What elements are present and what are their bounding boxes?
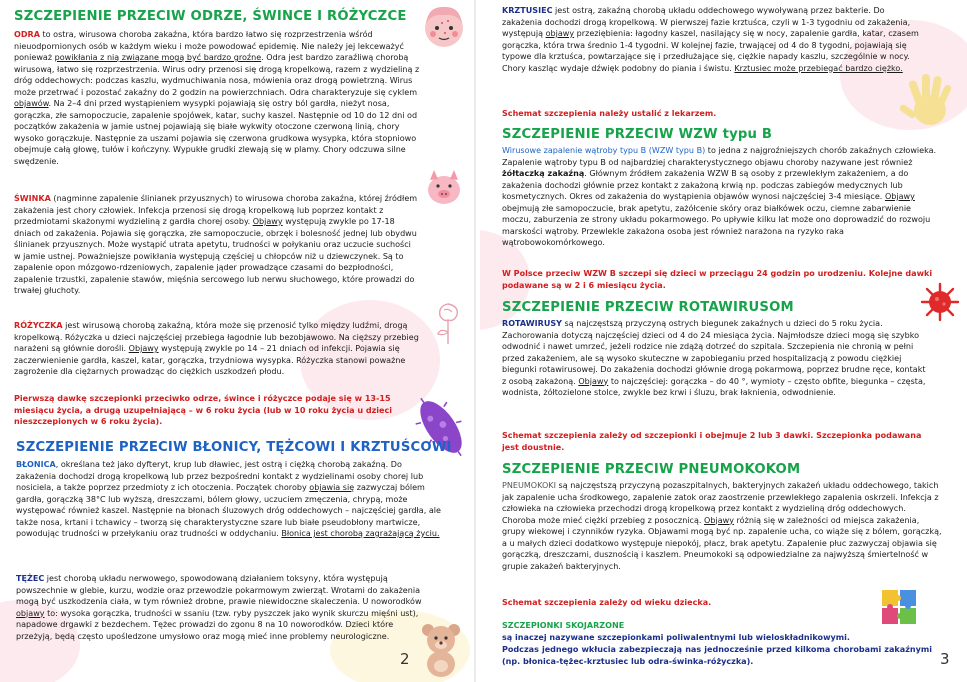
krztusiec-keyword: KRZTUSIEC [502,6,553,15]
blonica-underline: Błonica jest chorobą zagrażającą życiu. [281,529,440,538]
tezec-text: to: wysoka gorączka, trudności w ssaniu (tzw. ryby pyszczek jako wynik skurczu mięśni ust), napadowe drgawki z bezdechem. Tężec prowadzi do zgonu 8 na 10 noworodków. Dzieci które przeżyją, będą często upośledzone umysłowo oraz mogą mieć inne problemy neurologiczne. [16,608,419,641]
rozyczka-text: jest wirusową chorobą zakaźną, która może się przenosić tylko między ludźmi, drogą kropelkową. Różyczka u dzieci najczęściej przebiega łagodnie lub bezobjawowo. Na cięższy przebieg narażeni są głównie dorośli. [14,321,419,353]
rota-underline: Objawy [578,376,609,386]
pneumo-text: są najczęstszą przyczyną pozaszpitalnych, bakteryjnych zakażeń układu oddechowego, takich jak zapalenie ucha środkowego, zapalenie zatok oraz zaostrzenie przewlekłego zapalenia oskrzeli. Infekcja z człowieka na człowieka przechodzi drogą kropelkową przez kontakt z wydzieliną dróg oddechowych. Choroba może mieć ciężki przebieg z posocznicą. [502,481,939,525]
teddy-bear-icon [418,620,464,678]
hand-print-icon [900,72,956,132]
tezec-paragraph [16,573,426,642]
odra-keyword: ODRA [14,30,40,39]
blonica-keyword: BŁONICA [16,460,56,469]
odra-text: to ostra, wirusowa choroba zakaźna, która bardzo łatwo się rozprzestrzenia wśród nieuodpornionych osób w każdym wieku i może powodować epidemię. Nie należy jej lekceważyć ponieważ [14,30,404,62]
wzw-paragraph [502,145,942,249]
page-right [480,0,967,682]
swinka-text: występują zwykle po 17-18 dniach od zakażenia. Pojawia się gorączka, złe samopoczucie, obrzęk i bolesność jednej lub obydwu ślinianek przyusznych. Może wystąpić utrata apetytu, trudności w połykaniu oraz uczucie suchości w jamie ustnej. Poważniejsze powikłania występują częściej u chłopców niż u dziewczynek. Są to zapalenie opon mózgowo-rdzeniowych, zapalenie jąder prowadzące czasami do bezpłodności, zapalenie trzustki, zapalenie stawów, mięśnia sercowego lub nerwu słuchowego, które prowadzi do trwałej głuchoty. [14,217,417,295]
odra-underline: powikłania z nią związane mogą być bardzo groźne [54,53,262,62]
krztusiec-schedule-note: Schemat szczepienia należy ustalić z lekarzem. [502,109,717,118]
krztusiec-underline: objawy [545,29,575,38]
skojarzone-heading: SZCZEPIONKI SKOJARZONE [502,621,625,630]
odra-paragraph [14,29,422,167]
section-title-blonica-tezec-krztusiec: SZCZEPIENIE PRZECIW BŁONICY, TĘŻCOWI I KRZTUŚCOWI [16,440,452,455]
pneumo-keyword: PNEUMOKOKI [502,481,556,490]
mmr-schedule-note: Pierwszą dawkę szczepionki przeciwko odrze, śwince i różyczce podaje się w 13-15 miesiącu życia, a drugą uzupełniającą – w 6 roku życia (lub w 10 roku życia u dzieci nieszczepionych w 6 roku życia). [14,394,393,426]
pneumo-schedule-note: Schemat szczepienia zależy od wieku dziecka. [502,598,712,607]
rota-schedule-note: Schemat szczepienia zależy od szczepionki i obejmuje 2 lub 3 dawki. Szczepionka podawana jest doustnie. [502,431,922,452]
page-number: 2 [400,650,410,668]
girl-face-icon [420,2,468,50]
swinka-text: (nagminne zapalenie ślinianek przyusznych) to wirusowa choroba zakaźna, której źródłem zakażenia jest chory człowiek. Infekcja przenosi się drogą kropelkową lub poprzez kontakt z przedmiotami skażonymi wydzieliną z gardła chorej osoby. [14,194,418,226]
wzw-bold: żółtaczką zakaźną [502,169,585,178]
section-title-rotawirusy: SZCZEPIENIE PRZECIW ROTAWIRUSOM [502,300,794,315]
wzw-underline: Objawy [884,192,915,201]
rose-icon [432,300,464,346]
blonica-paragraph [16,459,441,540]
wzw-text: to jedna z najgroźniejszych chorób zakaźnych człowieka. Zapalenie wątroby typu B od najbardziej charakterystycznego objawu choroby nazywane jest również [502,146,937,167]
rozyczka-underline: Objawy [128,344,159,353]
rota-text: są najczęstszą przyczyną ostrych biegunek zakaźnych u dzieci do 5 roku życia. Zachorowania dotyczą najczęściej dzieci od 4 do 24 miesiąca życia. Najmłodsze dzieci mogą się szybko odwodnić i nawet umrzeć, jeżeli rodzice nie zdążą dotrzeć do szpitala. Szczepienia nie chronią w pełni przed zakażeniem, ale są wysoko skuteczne w zapobieganiu przed hospitalizacją z powodu ciężkiej biegunki rotawirusowej. Do zakażenia dochodzi głównie drogą pokarmową, poprzez brudne ręce, kontakt z osobą zakażoną. [502,319,926,386]
rozyczka-keyword: RÓŻYCZKA [14,321,63,330]
swinka-keyword: ŚWINKA [14,194,51,203]
krztusiec-paragraph [502,5,922,74]
krztusiec-text: jest ostrą, zakaźną chorobą układu oddechowego wywoływaną przez bakterie. Do zakażenia dochodzi drogą kropelkową. W pierwszej fazie krztuśca, czyli w 1-3 tygodniu od zakażenia, występują [502,6,911,38]
rota-keyword: ROTAWIRUSY [502,319,562,328]
page-divider [474,0,476,682]
virus-icon [920,282,960,322]
blonica-text: , określana też jako dyfteryt, krup lub dławiec, jest ostrą i ciężką chorobą zakaźną. Do zakażenia dochodzi drogą kropelkową lub przez bezpośredni kontakt z wydzielinami osoby chorej lub nosiciela, a także poprzez przedmioty z ich otoczenia. Początek choroby [16,460,424,492]
krztusiec-underline: Krztusiec może przebiegać bardzo ciężko. [734,63,903,73]
pneumo-text: różnią się w zależności od miejsca zakażenia, grupy wiekowej i czynników ryzyka. Objawami mogą być np. zapalenie ucha, co wiąże się z bólem, gorączką, a u małych dzieci dodatkowo występuje niepokój, płacz, brak apetytu. Zapalenie płuc zazwyczaj objawia się gorączką, dreszczami, dusznością i kaszlem. Pneumokoki są odpowiedzialne za najwyższą śmiertelność w grupie zakażeń bakteryjnych. [502,515,942,571]
pig-icon [422,164,466,208]
blonica-text: zazwyczaj bólem gardła, gorączką 38°C lub wyższą, dreszczami, bólem głowy, uczuciem zmęczenia, chrypą, może występować również kaszel. Następnie na błonach śluzowych dróg oddechowych – najczęściej gardła, ale także nosa, krtani i tchawicy – tworzą się charakterystyczne szare lub białe pseudobłony martwicze, powodując trudności w przełykaniu oraz trudności w oddychaniu. [16,483,441,538]
wzw-text: obejmują złe samopoczucie, brak apetytu, zażółcenie skóry oraz białkówek oczu, ciemne zabarwienie moczu, zaburzenia ze strony układu pokarmowego. Po upływie kilku lat może ono doprowadzić do rozwoju marskości wątroby. Przewlekle zakażona osoba jest również narażona na ryzyko raka wątrobowokomórkowego. [502,203,931,247]
tezec-underline: objawy [16,608,45,618]
wzw-text: . Głównym źródłem zakażenia WZW B są osoby z przewlekłym zakażeniem, a do zakażenia dochodzi głównie przez kontakt z zakażoną krwią np. podczas zabiegów medycznych lub kosmetycznych. Okres od zakażenia do wystąpienia objawów wynosi najczęściej 3-4 miesiące. [502,169,909,201]
skojarzone-line1: są inaczej nazywane szczepionkami poliwalentnymi lub wieloskładnikowymi. [502,633,850,642]
rota-text: to najczęściej: gorączka – do 40 °, wymioty – często obfite, biegunka – częsta, wodnista, żółtozielone stolce, zwykle bez krwi i śluzu, brak łaknienia, odwodnienie. [502,376,926,397]
swinka-underline: Objawy [252,217,283,226]
section-title-wzw-b: SZCZEPIENIE PRZECIW WZW typu B [502,127,773,142]
tezec-keyword: TĘŻEC [16,574,45,583]
rota-paragraph [502,318,932,399]
blonica-underline: objawia się [309,483,355,492]
odra-text: . Na 2–4 dni przed wystąpieniem wysypki pojawiają się ostry ból gardła, nieżyt nosa, gorączka, złe samopoczucie, zapalenie spojówek, katar, suchy kaszel. Następnie od 10 do 12 dni od początków zakażenia w jamie ustnej pojawiają się białe wykwity otoczone czerwoną linią, chory wysoko gorączkuje. Następnie za uszami pojawia się czerwona grudkowa wysypka, która stopniowo obejmuje całą głowę, tułów i kończyny. Wypukłe grudki zlewają się w plamy. Chory odczuwa silne swędzenie. [14,99,418,166]
skojarzone-line2: Podczas jednego wkłucia zabezpieczają nas jednocześnie przed kilkoma chorobami zakaźnymi (np. błonica-tężec-krztusiec lub odra-świnka-różyczka). [502,645,932,666]
pneumo-paragraph [502,480,942,572]
rozyczka-paragraph [14,320,424,378]
page-left [0,0,472,682]
wzw-schedule-note: W Polsce przeciw WZW B szczepi się dzieci w przeciągu 24 godzin po urodzeniu. Kolejne dawki podawane są w 2 i 6 miesiącu życia. [502,269,933,290]
odra-underline: objawów [14,99,49,108]
section-title-pneumokoki: SZCZEPIENIE PRZECIW PNEUMOKOKOM [502,462,801,477]
section-title-odra-swinka-rozyczka: SZCZEPIENIE PRZECIW ODRZE, ŚWINCE I RÓŻYCZCE [14,9,407,24]
tezec-text: jest chorobą układu nerwowego, spowodowaną działaniem toksyny, która występują powszechnie w glebie, kurzu, wodzie oraz przewodzie pokarmowym zwierząt. Wrotami do zakażenia mogą być uszkodzenia ciała, w tym również drobne, prawie niewidoczne skaleczenia. U noworodków [16,574,422,606]
pneumo-underline: Objawy [704,515,734,525]
wzw-keyword: Wirusowe zapalenie wątroby typu B (WZW typu B) [502,146,706,155]
krztusiec-text: przeziębienia: łagodny kaszel, nasilający się w nocy, zapalenie gardła, katar, czasem gorączka, która trwa średnio 1-4 tygodni. W kolejnej fazie, trwającej od 4 do 8 tygodni, pojawiają się typowe dla krztuśca, powtarzające się i przedłużające się, ciężkie napady kaszlu, szczególnie w nocy. Chory kaszląc wydaje dźwięk podobny do piania i świstu. [502,29,919,73]
rozyczka-text: występują zwykle po 14 – 21 dniach od infekcji. Pojawia się zaczerwienienie gardła, kaszel, katar, gorączka, trzydniowa wysypka. Różyczka stanowi poważne zagrożenie dla ciężarnych prowadząc do ciężkich uszkodzeń płodu. [14,344,406,376]
page-number: 3 [940,650,950,668]
odra-text: . Odra jest bardzo zaraźliwą chorobą wirusową, łatwo się rozprzestrzenia. Wirus odry przenosi się drogą kropelkową, razem z wydzieliną z dróg oddechowych: podczas kaszlu, wydmuchiwania nosa, mówienia oraz drogą powietrzną. Wirus może przetrwać i pozostać zakaźny do 2 godzin na powierzchniach. Odra charakteryzuje się cyklem [14,53,420,97]
swinka-paragraph [14,193,419,297]
